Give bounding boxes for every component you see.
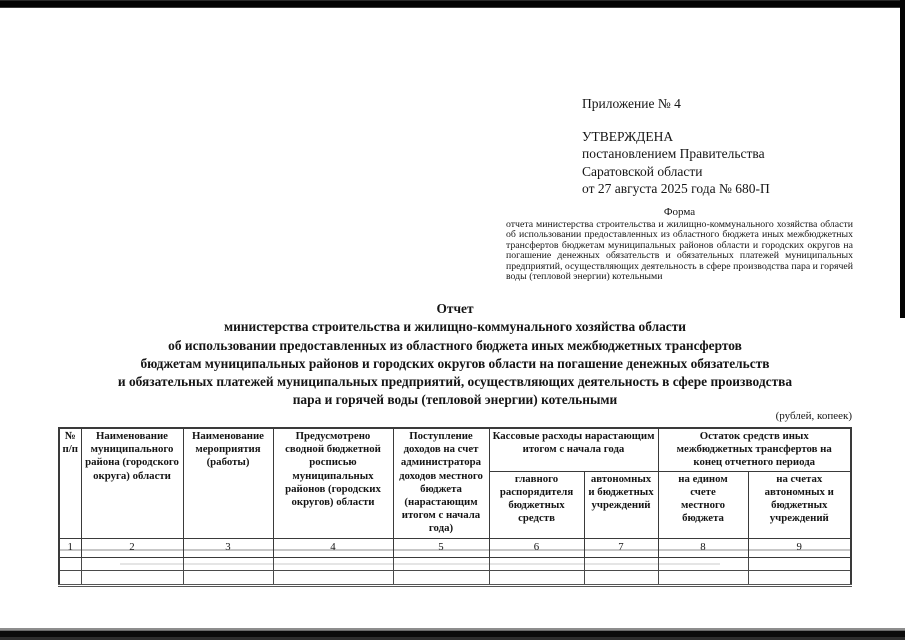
empty-cell bbox=[748, 570, 851, 585]
column-number: 1 bbox=[59, 538, 81, 557]
approval-stamp: УТВЕРЖДЕНА bbox=[582, 129, 674, 144]
title-line: бюджетам муниципальных районов и городских округов области на погашение денежных обязательств bbox=[140, 355, 770, 371]
col-header-cash-autonomous: автономных и бюджетных учреждений bbox=[584, 471, 658, 538]
col-header-remainder-institution-accounts: на счетах автономных и бюджетных учреждений bbox=[748, 471, 851, 538]
empty-cell bbox=[748, 557, 851, 570]
col-header-remainder-single-account: на едином счете местного бюджета bbox=[658, 471, 748, 538]
col-header-planned: Предусмотрено сводной бюджетной росписью муниципальных районов (городских округов) области bbox=[273, 428, 393, 538]
empty-cell bbox=[183, 570, 273, 585]
scan-artifact-bottom-edge bbox=[0, 626, 905, 640]
document-title bbox=[40, 300, 870, 410]
column-number: 3 bbox=[183, 538, 273, 557]
table-empty-row bbox=[59, 557, 851, 570]
column-number: 9 bbox=[748, 538, 851, 557]
table-column-numbers-row bbox=[59, 538, 851, 557]
empty-cell bbox=[584, 570, 658, 585]
column-number: 6 bbox=[489, 538, 584, 557]
title-line: и обязательных платежей муниципальных предприятий, осуществляющих деятельность в сфере производства bbox=[117, 374, 793, 390]
scan-artifact-right-edge bbox=[900, 0, 905, 318]
column-number: 2 bbox=[81, 538, 183, 557]
col-group-remainder: Остаток средств иных межбюджетных трансфертов на конец отчетного периода bbox=[658, 428, 851, 471]
empty-cell bbox=[59, 570, 81, 585]
appendix-number: Приложение № 4 bbox=[582, 96, 681, 111]
scan-artifact-top-edge bbox=[0, 0, 905, 8]
empty-cell bbox=[273, 557, 393, 570]
empty-cell bbox=[658, 557, 748, 570]
column-number: 4 bbox=[273, 538, 393, 557]
empty-cell bbox=[273, 570, 393, 585]
approval-line: постановлением Правительства bbox=[582, 146, 765, 162]
column-number: 8 bbox=[658, 538, 748, 557]
col-header-row-number: № п/п bbox=[59, 428, 81, 538]
approval-line: Саратовской области bbox=[582, 163, 703, 179]
title-line: Отчет bbox=[436, 301, 474, 316]
units-note: (рублей, копеек) bbox=[775, 410, 852, 422]
title-line: пара и горячей воды (тепловой энергии) котельными bbox=[292, 392, 618, 408]
form-label: Форма bbox=[663, 206, 696, 218]
empty-cell bbox=[489, 570, 584, 585]
table-header-row-groups bbox=[59, 428, 851, 471]
title-line: об использовании предоставленных из областного бюджета иных межбюджетных трансфертов bbox=[168, 337, 742, 353]
empty-cell bbox=[183, 557, 273, 570]
column-number: 7 bbox=[584, 538, 658, 557]
col-group-cash-expenses: Кассовые расходы нарастающим итогом с начала года bbox=[489, 428, 658, 471]
title-line: министерства строительства и жилищно-коммунального хозяйства области bbox=[223, 319, 687, 335]
empty-cell bbox=[59, 557, 81, 570]
col-header-municipality: Наименование муниципального района (городского округа) области bbox=[81, 428, 183, 538]
col-header-income: Поступление доходов на счет администратора доходов местного бюджета (нарастающим итогом с начала года) bbox=[393, 428, 489, 538]
approval-line: от 27 августа 2025 года № 680-П bbox=[582, 181, 770, 197]
empty-cell bbox=[81, 557, 183, 570]
empty-cell bbox=[81, 570, 183, 585]
empty-cell bbox=[489, 557, 584, 570]
form-description-block bbox=[506, 206, 853, 282]
empty-cell bbox=[393, 557, 489, 570]
col-header-activity: Наименование мероприятия (работы) bbox=[183, 428, 273, 538]
empty-cell bbox=[393, 570, 489, 585]
col-header-cash-grbs: главного распорядителя бюджетных средств bbox=[489, 471, 584, 538]
form-description-text: отчета министерства строительства и жилищно-коммунального хозяйства области об использовании предоставленных из областного бюджета иных межбюджетных трансфертов бюджетам муниципальных районов области и городских округов на погашение денежных обязательств и обязательных платежей муниципальных предприятий, осуществляющих деятельность в сфере производства пара и горячей воды (тепловой энергии) котельными bbox=[506, 219, 853, 283]
approval-block bbox=[582, 128, 770, 198]
table-empty-row bbox=[59, 570, 851, 585]
column-number: 5 bbox=[393, 538, 489, 557]
empty-cell bbox=[584, 557, 658, 570]
report-table bbox=[58, 427, 852, 587]
empty-cell bbox=[658, 570, 748, 585]
